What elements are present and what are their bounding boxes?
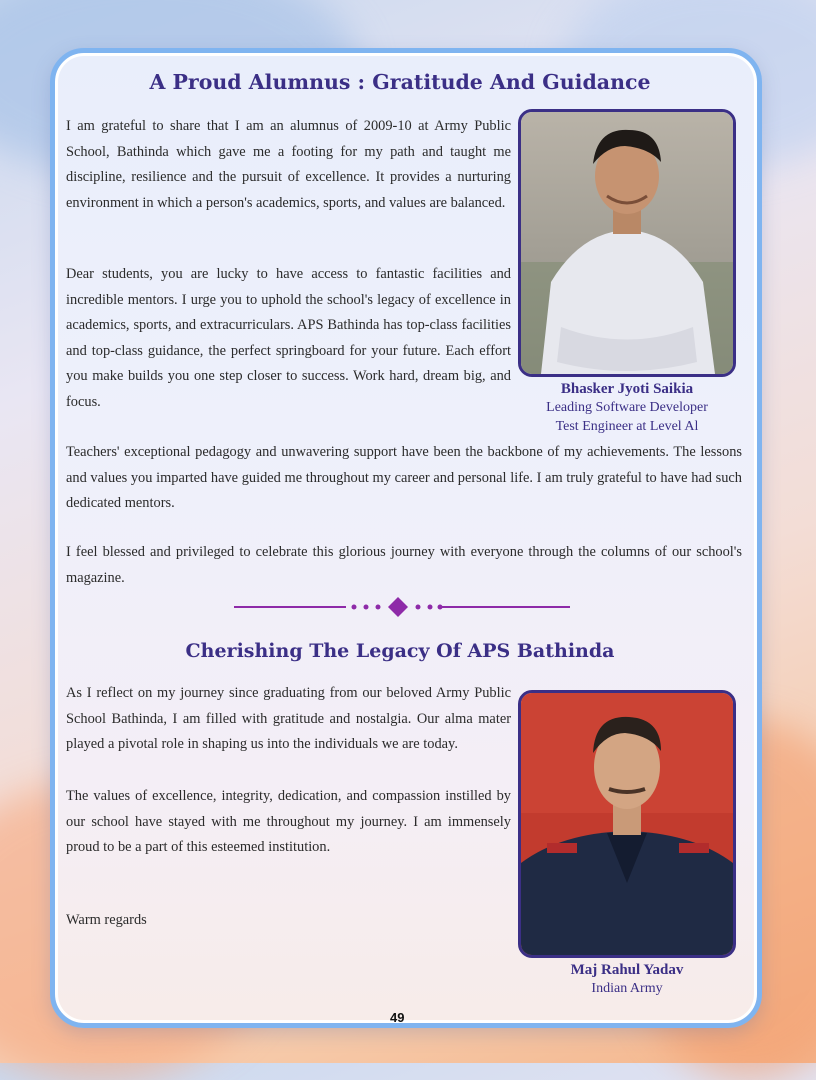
- section1-paragraph-2: Dear students, you are lucky to have access to fantastic facilities and incredible mentors. I urge you to uphold the school's legacy of excellence in academics, sports, and extracurriculars. APS Bathinda has top-class facilities and top-class guidance, the perfect springboard for your future. Each effort you make builds you one step closer to success. Work hard, dream big, and focus.: [66, 266, 511, 410]
- section2-closing: Warm regards: [66, 912, 147, 928]
- section1-title: A Proud Alumnus : Gratitude And Guidance: [149, 70, 651, 94]
- page-number: 49: [390, 1010, 405, 1025]
- alumnus-name: Bhasker Jyoti Saikia: [560, 381, 694, 397]
- ornamental-divider: [234, 597, 574, 617]
- alumnus-photo: [518, 109, 736, 377]
- officer-role: Indian Army: [591, 981, 663, 996]
- section2-paragraph-1: As I reflect on my journey since graduating from our beloved Army Public School Bathinda, I am filled with gratitude and nostalgia. Our alma mater played a pivotal role in shaping us into the individuals we are today.: [66, 685, 511, 753]
- section1-paragraph-1: I am grateful to share that I am an alumnus of 2009-10 at Army Public School, Bathinda which gave me a footing for my path and taught me discipline, resilience and the pursuit of excellence. It provides a nurturing environment in which a person's academics, sports, and values are balanced.: [66, 118, 511, 211]
- section1-paragraph-4: I feel blessed and privileged to celebrate this glorious journey with everyone through the columns of our school's magazine.: [66, 544, 742, 586]
- officer-photo: [518, 690, 736, 958]
- officer-portrait-image: [521, 693, 733, 955]
- alumnus-portrait-image: [521, 112, 733, 374]
- alumnus-role-line2: Test Engineer at Level Al: [555, 419, 699, 434]
- officer-caption: [518, 961, 736, 998]
- officer-name: Maj Rahul Yadav: [570, 962, 684, 978]
- alumnus-caption: [518, 380, 736, 436]
- section1-paragraph-3: Teachers' exceptional pedagogy and unwavering support have been the backbone of my achievements. The lessons and values you imparted have guided me throughout my career and personal life. I am truly grateful to have had such dedicated mentors.: [66, 444, 742, 512]
- alumnus-role-line1: Leading Software Developer: [546, 400, 708, 415]
- section2-paragraph-2: The values of excellence, integrity, dedication, and compassion instilled by our school have stayed with me throughout my journey. I am immensely proud to be a part of this esteemed institution.: [66, 788, 511, 856]
- section2-title: Cherishing The Legacy Of APS Bathinda: [185, 640, 615, 662]
